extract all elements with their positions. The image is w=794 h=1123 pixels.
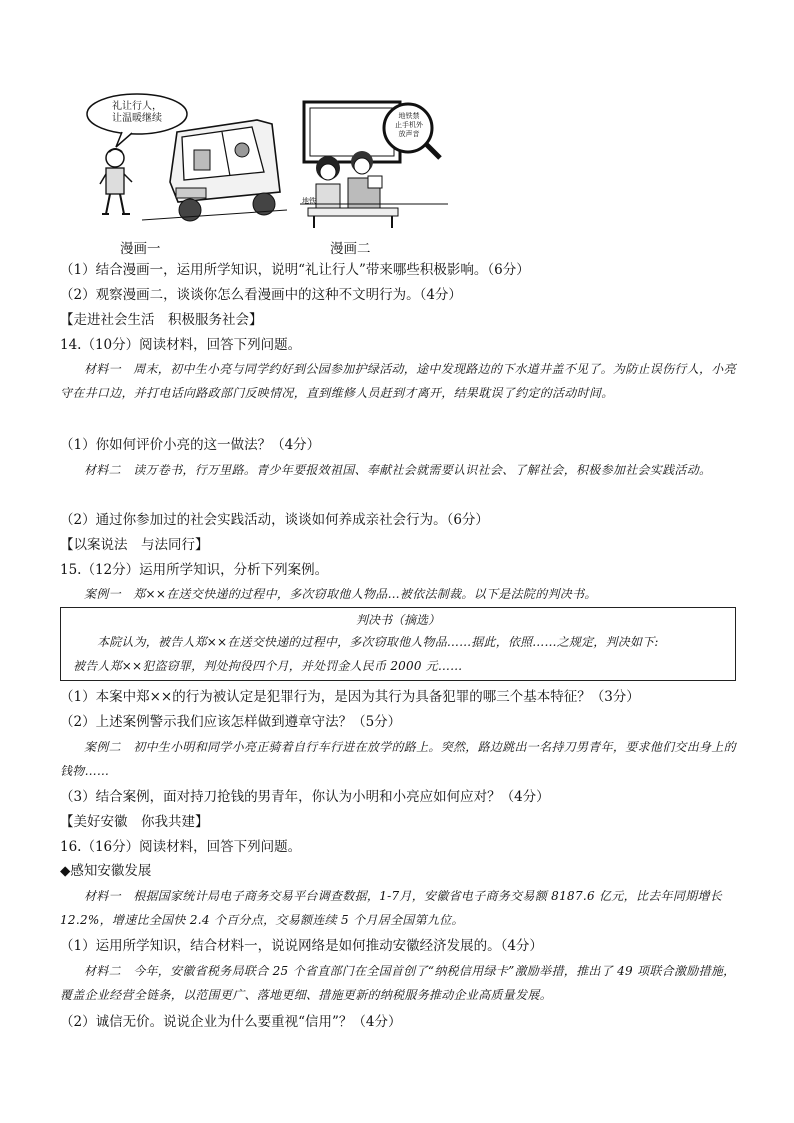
q15-case2: 案例二 初中生小明和同学小亮正骑着自行车行进在放学的路上。突然，路边跳出一名持刀男青年，要求他们交出身上的钱物…… bbox=[60, 740, 736, 778]
q14-sub1: （1）你如何评价小亮的这一做法？（4分） bbox=[60, 437, 321, 453]
section-heading-3: 【以案说法 与法同行】 bbox=[60, 537, 209, 553]
q15-head: 15.（12分）运用所学知识，分析下列案例。 bbox=[60, 562, 329, 578]
speech-line-1: 礼让行人， bbox=[112, 101, 162, 112]
sign-line-1: 地铁禁 bbox=[398, 112, 420, 120]
verdict-line-2: 被告人郑××犯盗窃罪，判处拘役四个月，并处罚金人民币 2000 元…… bbox=[73, 659, 463, 673]
section-heading-4: 【美好安徽 你我共建】 bbox=[60, 814, 209, 830]
sign-line-2: 止手机外 bbox=[395, 121, 423, 129]
q15-sub2: （2）上述案例警示我们应该怎样做到遵章守法？（5分） bbox=[60, 714, 402, 730]
floor-label: 地铁 bbox=[302, 197, 316, 205]
q16-material1: 材料一 根据国家统计局电子商务交易平台调查数据，1-7月，安徽省电子商务交易额 8187.6 亿元，比去年同期增长 12.2%，增速比全国快 2.4 个百分点，交易额连续 5 个月居全国第九位。 bbox=[60, 889, 723, 927]
sign-line-3: 放声音 bbox=[398, 130, 420, 138]
q13-sub2: （2）观察漫画二，谈谈你怎么看漫画中的这种不文明行为。（4分） bbox=[60, 287, 462, 303]
q16-sub2: （2）诚信无价。说说企业为什么要重视“信用”？（4分） bbox=[60, 1014, 402, 1030]
q15-sub1: （1）本案中郑××的行为被认定是犯罪行为，是因为其行为具备犯罪的哪三个基本特征？（3分） bbox=[60, 689, 640, 705]
q16-sub1: （1）运用所学知识，结合材料一，说说网络是如何推动安徽经济发展的。（4分） bbox=[60, 938, 543, 954]
q15-sub3: （3）结合案例，面对持刀抢钱的男青年，你认为小明和小亮应如何应对？（4分） bbox=[60, 789, 550, 805]
q16-head: 16.（16分）阅读材料，回答下列问题。 bbox=[60, 839, 302, 855]
verdict-title: 判决书（摘选） bbox=[355, 613, 440, 627]
cartoon-two-caption: 漫画二 bbox=[330, 241, 371, 257]
cartoon-one bbox=[82, 92, 292, 232]
q14-material2: 材料二 读万卷书，行万里路。青少年要报效祖国、奉献社会就需要认识社会、了解社会，积极参加社会实践活动。 bbox=[84, 463, 712, 477]
q16-material2: 材料二 今年，安徽省税务局联合 25 个省直部门在全国首创了“纳税信用绿卡”激励举措，推出了 49 项联合激励措施，覆盖企业经营全链条，以范围更广、落地更细、措施更新的纳税服务推动企业高质量发展。 bbox=[60, 964, 736, 1002]
section-heading-2: 【走进社会生活 积极服务社会】 bbox=[60, 312, 263, 328]
q16-topic: ◆感知安徽发展 bbox=[60, 863, 152, 879]
q13-sub1: （1）结合漫画一，运用所学知识，说明“礼让行人”带来哪些积极影响。（6分） bbox=[60, 262, 530, 278]
cartoon-one-caption: 漫画一 bbox=[120, 241, 161, 257]
q14-material1: 材料一 周末，初中生小亮与同学约好到公园参加护绿活动，途中发现路边的下水道井盖不见了。为防止误伤行人，小亮守在井口边，并打电话向路政部门反映情况，直到维修人员赶到才离开，结果耽误了约定的活动时间。 bbox=[60, 362, 736, 400]
q14-head: 14.（10分）阅读材料，回答下列问题。 bbox=[60, 337, 302, 353]
verdict-line-1: 本院认为，被告人郑××在送交快递的过程中，多次窃取他人物品……据此，依照……之规定，判决如下: bbox=[97, 635, 659, 649]
speech-line-2: 让温暖继续 bbox=[112, 113, 162, 124]
cartoon-two bbox=[300, 92, 448, 232]
verdict-box bbox=[60, 607, 736, 681]
q14-sub2: （2）通过你参加过的社会实践活动，谈谈如何养成亲社会行为。（6分） bbox=[60, 512, 489, 528]
q15-case1: 案例一 郑××在送交快递的过程中，多次窃取他人物品…被依法制裁。以下是法院的判决书。 bbox=[84, 587, 597, 601]
